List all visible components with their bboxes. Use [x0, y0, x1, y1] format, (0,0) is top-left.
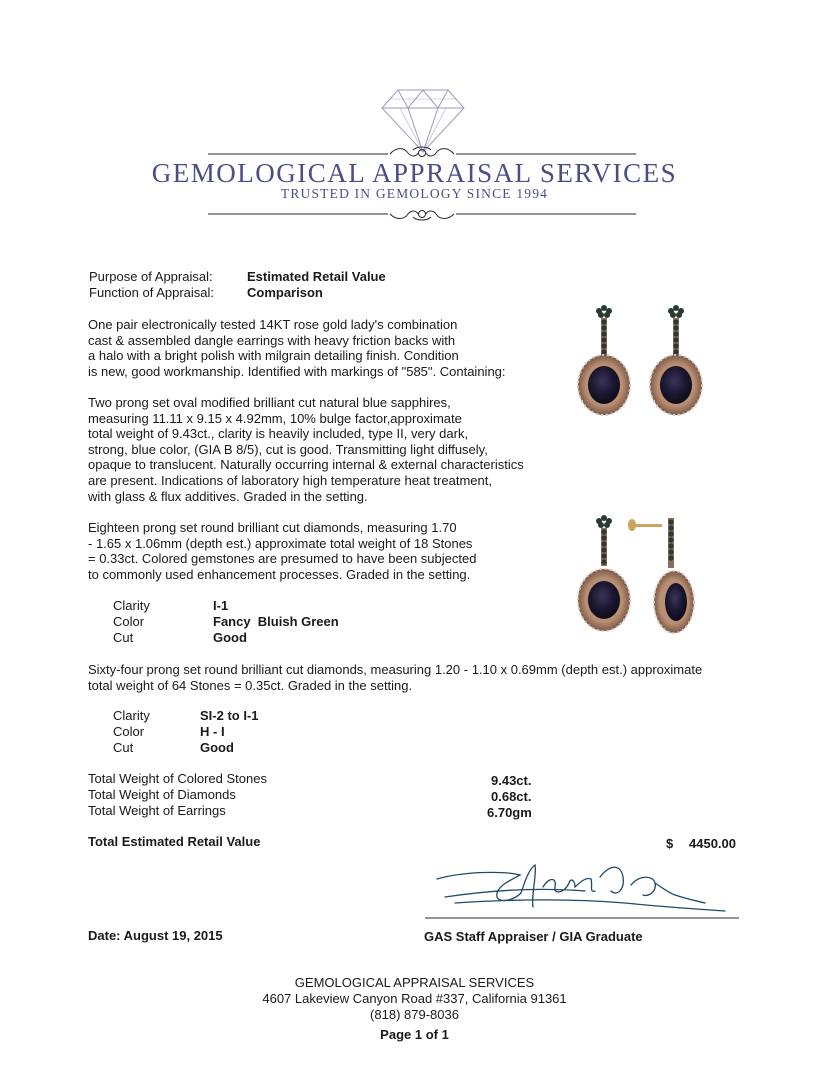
function-value: Comparison [247, 285, 323, 300]
purpose-value: Estimated Retail Value [247, 269, 386, 284]
grade-label: Cut [113, 630, 134, 645]
company-title: GEMOLOGICAL APPRAISAL SERVICES [151, 158, 678, 188]
retail-value-label: Total Estimated Retail Value [88, 834, 261, 849]
description-line: cast & assembled dangle earrings with heavy friction backs with [88, 332, 456, 348]
footer-phone: (818) 879-8036 [370, 1007, 459, 1022]
sapphire-paragraph [88, 395, 524, 504]
description-line: is new, good workmanship. Identified with markings of "585". Containing: [88, 363, 506, 379]
grade-value: SI-2 to I-1 [200, 708, 259, 723]
total-value: 6.70gm [487, 805, 532, 820]
footer-address: 4607 Lakeview Canyon Road #337, California 91361 [262, 991, 567, 1006]
white-diamond-line: total weight of 64 Stones = 0.35ct. Graded in the setting. [88, 677, 413, 693]
grade-value: I-1 [213, 598, 229, 613]
green-diamond-line: to commonly used enhancement processes. Graded in the setting. [88, 566, 471, 582]
company-tagline: TRUSTED IN GEMOLOGY SINCE 1994 [280, 186, 549, 201]
purpose-label: Purpose of Appraisal: [89, 269, 213, 284]
total-label: Total Weight of Earrings [88, 803, 226, 818]
sapphire-line: opaque to translucent. Naturally occurring internal & external characteristics [88, 457, 524, 473]
sapphire-line: with glass & flux additives. Graded in the setting. [88, 488, 368, 504]
appraiser-signature [425, 857, 743, 923]
function-label: Function of Appraisal: [89, 285, 215, 300]
bottom-ornament-divider [208, 206, 636, 222]
grade-label: Cut [113, 740, 134, 755]
green-diamond-line: - 1.65 x 1.06mm (depth est.) approximate total weight of 18 Stones [88, 535, 473, 551]
sapphire-line: total weight of 9.43ct., clarity is heavily included, type II, very dark, [88, 426, 469, 442]
retail-amount: 4450.00 [689, 836, 736, 851]
footer-company: GEMOLOGICAL APPRAISAL SERVICES [294, 975, 535, 990]
page-number: Page 1 of 1 [380, 1027, 449, 1042]
retail-currency: $ [666, 836, 674, 851]
green-diamond-line: = 0.33ct. Colored gemstones are presumed to have been subjected [88, 551, 477, 567]
description-line: a halo with a bright polish with milgrain detailing finish. Condition [88, 348, 459, 364]
appraisal-date: Date: August 19, 2015 [88, 928, 223, 943]
white-diamond-line: Sixty-four prong set round brilliant cut diamonds, measuring 1.20 - 1.10 x 0.69mm (depth est.) approximate [88, 662, 703, 677]
sapphire-line: are present. Indications of laboratory high temperature heat treatment, [88, 472, 492, 488]
total-label: Total Weight of Diamonds [88, 787, 236, 802]
grade-value: Good [213, 630, 247, 645]
sapphire-line: Two prong set oval modified brilliant cut natural blue sapphires, [88, 395, 451, 410]
grade-label: Clarity [113, 708, 150, 723]
total-value: 0.68ct. [491, 789, 532, 804]
total-label: Total Weight of Colored Stones [88, 771, 267, 786]
grade-label: Color [113, 724, 145, 739]
grade-label: Clarity [113, 598, 150, 613]
sapphire-line: measuring 11.11 x 9.15 x 4.92mm, 10% bulge factor,approximate [88, 410, 462, 426]
green-diamond-line: Eighteen prong set round brilliant cut diamonds, measuring 1.70 [88, 520, 457, 535]
sapphire-line: strong, blue color, (GIA B 8/5), cut is good. Transmitting light diffusely, [88, 441, 488, 457]
green-diamond-paragraph [88, 520, 476, 582]
appraiser-title: GAS Staff Appraiser / GIA Graduate [424, 929, 643, 944]
grade-value: H - I [200, 724, 225, 739]
grade-value: Good [200, 740, 234, 755]
grade-label: Color [113, 614, 145, 629]
white-diamond-paragraph [88, 662, 702, 693]
earring-photo-front [572, 300, 712, 435]
total-value: 9.43ct. [491, 773, 532, 788]
description-line: One pair electronically tested 14KT rose gold lady's combination [88, 317, 458, 332]
grade-value: Fancy Bluish Green [213, 614, 339, 629]
earring-photo-side [562, 506, 712, 646]
description-paragraph [88, 317, 506, 379]
